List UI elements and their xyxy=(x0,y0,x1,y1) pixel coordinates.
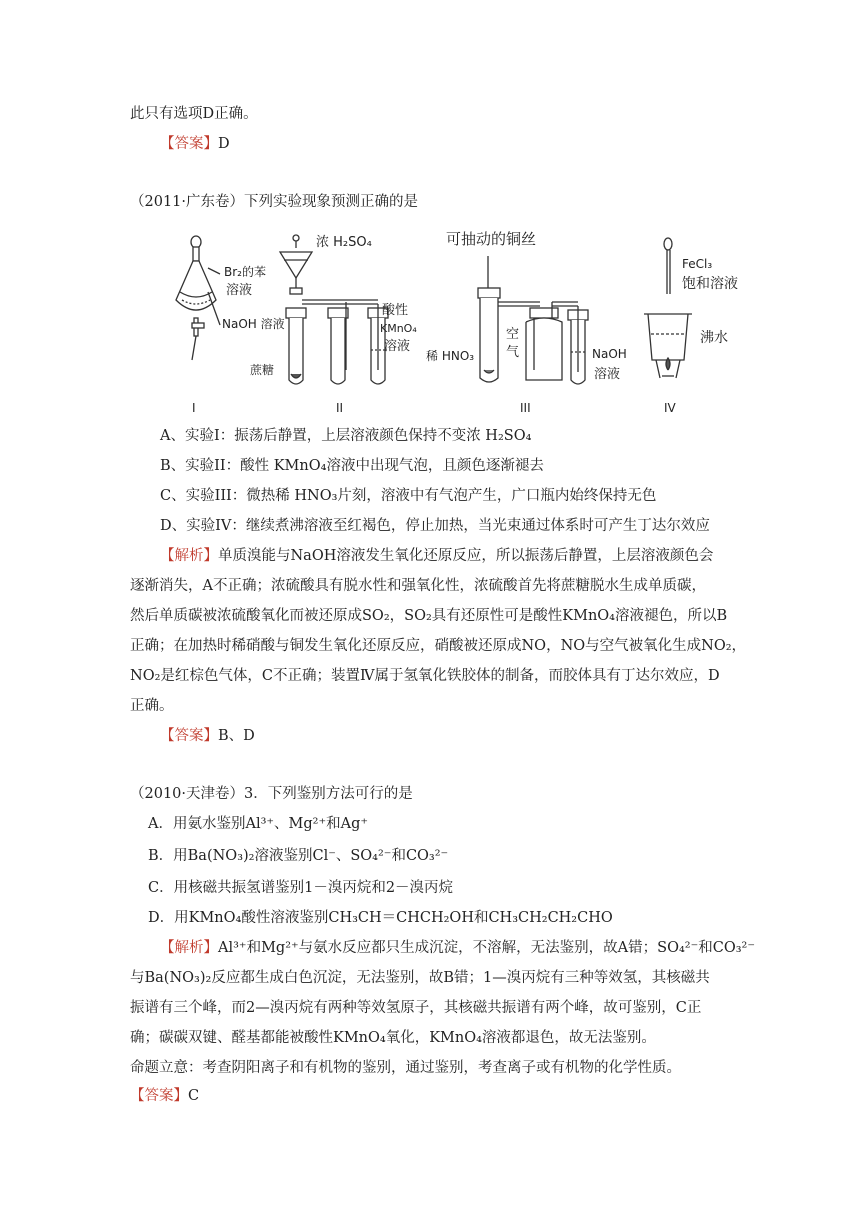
label-fecl3: FeCl₃ xyxy=(682,257,713,271)
option-a: A．用氨水鉴别Al³⁺、Mg²⁺和Ag⁺ xyxy=(148,816,369,832)
apparatus-2 xyxy=(280,235,388,384)
label-air-1: 空 xyxy=(506,327,520,342)
label-conc-h2so4: 浓 H₂SO₄ xyxy=(316,235,372,250)
option-b: B、实验II：酸性 KMnO₄溶液中出现气泡，且颜色逐渐褪去 xyxy=(160,458,544,474)
analysis-line-3: 然后单质碳被浓硫酸氧化而被还原成SO₂，SO₂具有还原性可是酸性KMnO₄溶液褪色，所以B xyxy=(130,608,728,624)
analysis-line-3: 振谱有三个峰，而2—溴丙烷有两种等效氢原子，其核磁共振谱有两个峰，故可鉴别，C正 xyxy=(130,1000,702,1016)
text-line: 此只有选项D正确。 xyxy=(130,106,258,122)
apparatus-3 xyxy=(478,256,588,384)
experiment-figure xyxy=(168,230,748,422)
option-d: D．用KMnO₄酸性溶液鉴别CH₃CH＝CHCH₂OH和CH₃CH₂CH₂CHO xyxy=(148,910,613,926)
answer-tag: 【答案】 xyxy=(130,1088,188,1104)
answer-line xyxy=(130,1086,199,1106)
label-dilute-hno3: 稀 HNO₃ xyxy=(426,349,475,363)
analysis-line-1 xyxy=(160,546,713,566)
roman-2: II xyxy=(336,401,344,415)
answer-line xyxy=(160,134,230,154)
label-boiling-water: 沸水 xyxy=(700,330,728,346)
label-kmno4: KMnO₄ xyxy=(380,322,417,335)
label-air-2: 气 xyxy=(506,345,520,360)
intent-line: 命题立意：考查阴阳离子和有机物的鉴别，通过鉴别，考查离子或有机物的化学性质。 xyxy=(130,1060,681,1076)
label-copper-wire: 可抽动的铜丝 xyxy=(446,230,537,248)
analysis-line-2: 与Ba(NO₃)₂反应都生成白色沉淀，无法鉴别，故B错；1—溴丙烷有三种等效氢，其核磁共 xyxy=(130,970,710,986)
answer-value: B、D xyxy=(218,728,255,744)
question-header: （2010·天津卷）3．下列鉴别方法可行的是 xyxy=(130,786,413,802)
analysis-line-6: 正确。 xyxy=(130,698,174,714)
analysis-line-5: NO₂是红棕色气体，C不正确；装置Ⅳ属于氢氧化铁胶体的制备，而胶体具有丁达尔效应，D xyxy=(130,668,720,684)
option-c: C．用核磁共振氢谱鉴别1－溴丙烷和2－溴丙烷 xyxy=(148,880,454,896)
analysis-text: Al³⁺和Mg²⁺与氨水反应都只生成沉淀，不溶解，无法鉴别，故A错；SO₄²⁻和CO₃²⁻ xyxy=(218,940,756,956)
label-solution: 溶液 xyxy=(384,339,411,354)
analysis-line-4: 确；碳碳双键、醛基都能被酸性KMnO₄氧化，KMnO₄溶液都退色，故无法鉴别。 xyxy=(130,1030,656,1046)
roman-1: I xyxy=(192,401,196,415)
label-br2-benzene-2: 溶液 xyxy=(226,283,253,298)
label-br2-benzene-1: Br₂的苯 xyxy=(224,265,266,279)
label-naoh-2b: 溶液 xyxy=(594,367,621,382)
option-c: C、实验III：微热稀 HNO₃片刻，溶液中有气泡产生，广口瓶内始终保持无色 xyxy=(160,488,657,504)
analysis-line-1 xyxy=(160,938,755,958)
label-acidic: 酸性 xyxy=(382,303,409,318)
analysis-line-4: 正确；在加热时稀硝酸与铜发生氧化还原反应，硝酸被还原成NO，NO与空气被氧化生成NO₂， xyxy=(130,638,747,654)
label-sat-solution: 饱和溶液 xyxy=(682,276,738,292)
apparatus-1 xyxy=(176,236,220,360)
option-d: D、实验IV：继续煮沸溶液至红褐色，停止加热，当光束通过体系时可产生丁达尔效应 xyxy=(160,518,710,534)
label-sucrose: 蔗糖 xyxy=(250,363,275,377)
answer-line xyxy=(160,726,255,746)
answer-tag: 【答案】 xyxy=(160,728,218,744)
label-naoh-1: NaOH 溶液 xyxy=(222,317,285,331)
question-header: （2011·广东卷）下列实验现象预测正确的是 xyxy=(130,194,419,210)
analysis-text: 单质溴能与NaOH溶液发生氧化还原反应，所以振荡后静置，上层溶液颜色会 xyxy=(218,548,714,564)
answer-value: C xyxy=(188,1088,200,1104)
analysis-tag: 【解析】 xyxy=(160,940,218,956)
answer-value: D xyxy=(218,136,230,152)
analysis-tag: 【解析】 xyxy=(160,548,218,564)
roman-4: IV xyxy=(664,401,676,415)
answer-tag: 【答案】 xyxy=(160,136,218,152)
option-a: A、实验I：振荡后静置，上层溶液颜色保持不变浓 H₂SO₄ xyxy=(160,428,532,444)
label-naoh-2: NaOH xyxy=(592,347,627,361)
roman-3: III xyxy=(520,401,531,415)
analysis-line-2: 逐渐消失，A不正确；浓硫酸具有脱水性和强氧化性，浓硫酸首先将蔗糖脱水生成单质碳， xyxy=(130,578,706,594)
option-b: B．用Ba(NO₃)₂溶液鉴别Cl⁻、SO₄²⁻和CO₃²⁻ xyxy=(148,848,449,864)
